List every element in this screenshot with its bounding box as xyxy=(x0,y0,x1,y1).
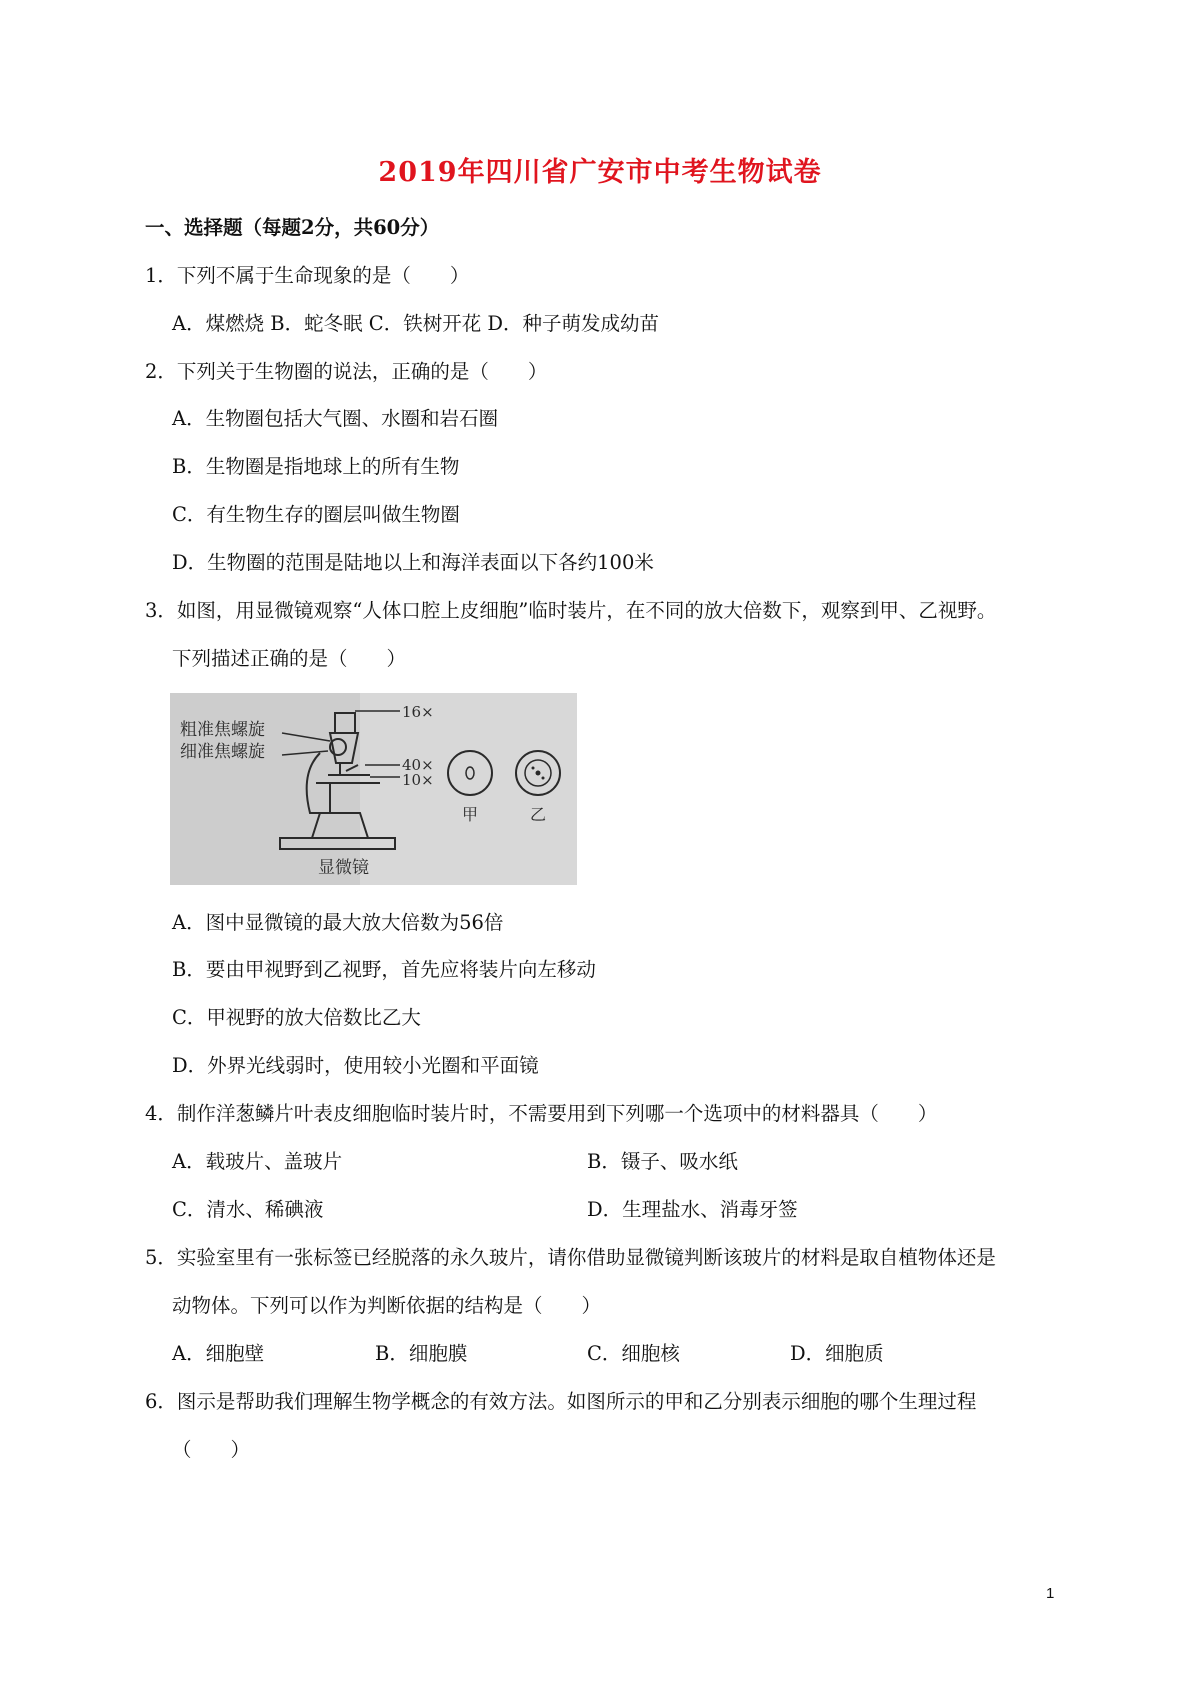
exam-title: 2019年四川省广安市中考生物试卷 xyxy=(378,157,822,188)
label-field-yi: 乙 xyxy=(530,805,547,824)
question-2-option-a: A．生物圈包括大气圈、水圈和岩石圈 xyxy=(172,407,499,430)
question-3-option-b: B．要由甲视野到乙视野，首先应将装片向左移动 xyxy=(172,958,596,981)
label-eyepiece-16x: 16× xyxy=(402,703,434,721)
question-5-option-d: D．细胞质 xyxy=(790,1342,884,1365)
question-6-stem-line2: （ ） xyxy=(172,1438,251,1461)
question-4-stem: 4．制作洋葱鳞片叶表皮细胞临时装片时，不需要用到下列哪一个选项中的材料器具（ ） xyxy=(145,1102,938,1125)
question-3-stem-line2: 下列描述正确的是（ ） xyxy=(172,647,407,670)
question-4-option-d: D．生理盐水、消毒牙签 xyxy=(587,1198,798,1221)
question-5-option-c: C．细胞核 xyxy=(587,1342,680,1365)
question-1-stem: 1．下列不属于生命现象的是（ ） xyxy=(145,264,470,287)
label-field-jia: 甲 xyxy=(462,805,479,824)
question-4-option-b: B．镊子、吸水纸 xyxy=(587,1150,738,1173)
section-heading: 一、选择题（每题2分，共60分） xyxy=(145,216,440,239)
question-4-option-c: C．清水、稀碘液 xyxy=(172,1198,324,1221)
question-2-option-b: B．生物圈是指地球上的所有生物 xyxy=(172,455,460,478)
label-microscope: 显微镜 xyxy=(318,858,369,878)
question-2-option-d: D．生物圈的范围是陆地以上和海洋表面以下各约100米 xyxy=(172,551,654,574)
question-3-stem-line1: 3．如图，用显微镜观察“人体口腔上皮细胞”临时装片，在不同的放大倍数下，观察到甲、乙视野。 xyxy=(145,599,997,622)
question-2-stem: 2．下列关于生物圈的说法，正确的是（ ） xyxy=(145,360,548,383)
label-fine-focus: 细准焦螺旋 xyxy=(180,742,265,762)
question-6-stem-line1: 6．图示是帮助我们理解生物学概念的有效方法。如图所示的甲和乙分别表示细胞的哪个生理过程 xyxy=(145,1390,977,1413)
page-number: 1 xyxy=(1046,1585,1055,1602)
question-5-option-b: B．细胞膜 xyxy=(375,1342,468,1365)
question-5-option-a: A．细胞壁 xyxy=(172,1342,265,1365)
question-5-stem-line2: 动物体。下列可以作为判断依据的结构是（ ） xyxy=(172,1294,602,1317)
label-objective-10x: 10× xyxy=(402,771,434,789)
question-4-option-a: A．载玻片、盖玻片 xyxy=(172,1150,343,1173)
question-3-option-c: C．甲视野的放大倍数比乙大 xyxy=(172,1006,421,1029)
question-3-option-d: D．外界光线弱时，使用较小光圈和平面镜 xyxy=(172,1054,539,1077)
label-coarse-focus: 粗准焦螺旋 xyxy=(180,720,265,740)
microscope-figure xyxy=(170,693,577,885)
label-objective-40x: 40× xyxy=(402,756,434,774)
question-5-stem-line1: 5．实验室里有一张标签已经脱落的永久玻片，请你借助显微镜判断该玻片的材料是取自植物体还是 xyxy=(145,1246,996,1269)
question-3-option-a: A．图中显微镜的最大放大倍数为56倍 xyxy=(172,911,504,934)
question-1-options: A．煤燃烧 B．蛇冬眠 C．铁树开花 D．种子萌发成幼苗 xyxy=(172,312,660,335)
question-2-option-c: C．有生物生存的圈层叫做生物圈 xyxy=(172,503,460,526)
